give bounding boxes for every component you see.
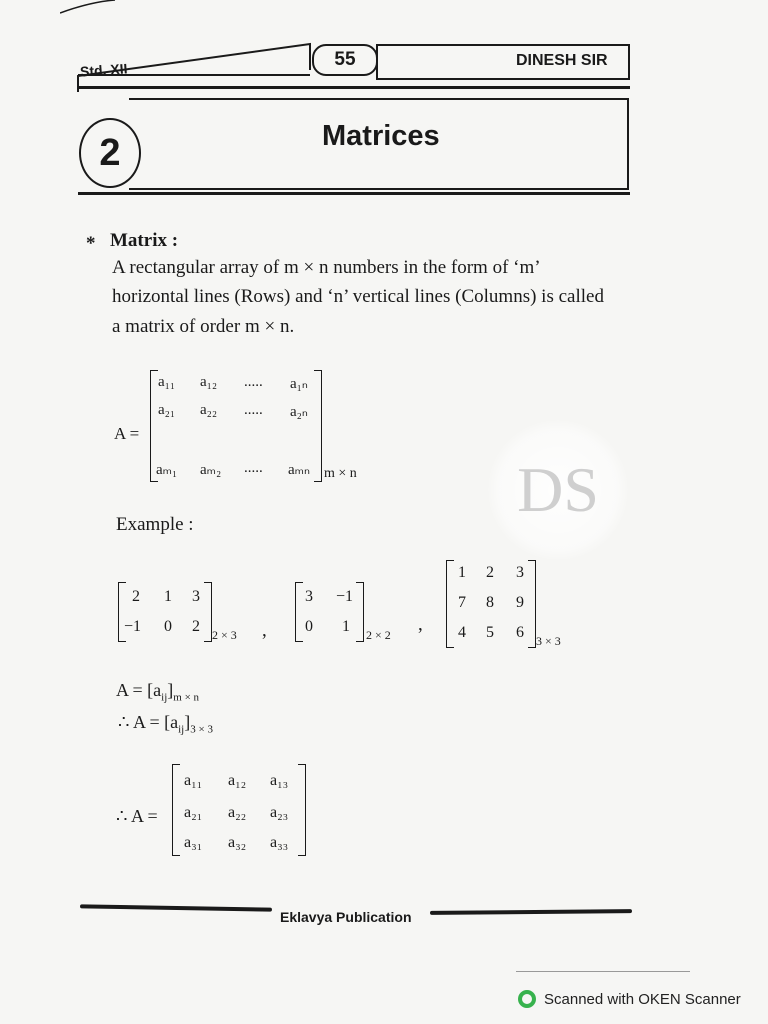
m2-left-bracket [295,582,303,642]
exp-cell: a₂₁ [184,804,203,821]
m1-right-bracket [204,582,212,642]
expanded-left-bracket [172,764,180,856]
exp-cell: a₁₁ [184,772,203,789]
example-label: Example : [116,514,194,535]
general-matrix-order: m × n [324,466,357,481]
bullet-icon: * [86,233,96,254]
exp-cell: a₂₂ [228,804,247,821]
exp-cell: a₃₁ [184,834,203,851]
cell-am1: aₘ₁ [156,462,178,478]
cell-amn: aₘₙ [288,462,310,478]
m3-left-bracket [446,560,454,648]
cell-dots-2: ..... [244,402,263,418]
footer-rule-left [80,904,272,911]
expanded-matrix-lhs: ∴ A = [116,806,158,826]
m2-order: 2 × 2 [366,628,391,642]
m3-cell: 2 [486,564,494,581]
footer-rule-right [430,909,632,915]
chapter-rule [78,192,630,195]
m1-cell: 2 [192,618,200,635]
author-label: DINESH SIR [516,52,608,69]
std-label: Std. XII [79,60,128,80]
notation-2-main: ∴ A = [a [118,712,179,732]
general-matrix-lhs: A = [114,424,140,443]
separator-2: , [418,614,423,635]
footer-publisher: Eklavya Publication [280,909,412,925]
m1-cell: 2 [132,588,140,605]
page-number: 55 [312,44,378,76]
cell-am2: aₘ₂ [200,462,222,478]
scanner-label: Scanned with OKEN Scanner [544,991,741,1008]
cell-a11: a₁₁ [158,374,176,390]
notation-line-2 [118,712,213,736]
header-rule [78,86,630,89]
m3-cell: 4 [458,624,466,641]
scan-artifact-curve [60,0,120,14]
section-heading: Matrix : [110,230,179,251]
cell-a21: a₂₁ [158,402,176,418]
exp-cell: a₃₃ [270,834,289,851]
cell-a1n: a₁ₙ [290,376,308,392]
m2-right-bracket [356,582,364,642]
definition-line-3: a matrix of order m × n. [112,316,295,337]
cell-a12: a₁₂ [200,374,218,390]
ds-watermark-logo: DS [488,420,628,560]
chapter-number-badge: 2 [79,118,141,188]
m1-cell: 1 [164,588,172,605]
m1-order: 2 × 3 [212,628,237,642]
definition-line-2: horizontal lines (Rows) and ‘n’ vertical lines (Columns) is called [112,286,604,307]
m3-cell: 7 [458,594,466,611]
notation-1-main: A = [a [116,680,162,700]
m2-cell: 1 [342,618,350,635]
m3-cell: 8 [486,594,494,611]
m2-cell: 0 [305,618,313,635]
scanner-divider [516,971,690,972]
m2-cell: −1 [336,588,354,605]
expanded-right-bracket [298,764,306,856]
exp-cell: a₁₃ [270,772,289,789]
notation-1-end: ] [167,680,174,700]
m3-cell: 5 [486,624,494,641]
m3-cell: 1 [458,564,466,581]
notation-line-1 [116,680,199,704]
m3-order: 3 × 3 [536,634,561,648]
cell-a2n: a₂ₙ [290,404,308,420]
chapter-title: Matrices [322,120,440,152]
exp-cell: a₂₃ [270,804,289,821]
m1-cell: 3 [192,588,200,605]
m1-cell: −1 [124,618,142,635]
notation-2-sub: ij [178,723,185,736]
oken-scanner-icon [518,990,536,1008]
m3-right-bracket [528,560,536,648]
general-matrix-right-bracket [314,370,322,482]
separator-1: , [262,620,267,641]
exp-cell: a₃₂ [228,834,247,851]
m3-cell: 6 [516,624,524,641]
cell-a22: a₂₂ [200,402,218,418]
m3-cell: 3 [516,564,524,581]
cell-dots-3: ..... [244,460,263,476]
notation-1-order: m × n [173,691,200,704]
m3-cell: 9 [516,594,524,611]
m2-cell: 3 [305,588,313,605]
m1-cell: 0 [164,618,172,635]
notation-2-end: ] [184,712,191,732]
exp-cell: a₁₂ [228,772,247,789]
notation-2-order: 3 × 3 [190,723,213,736]
cell-dots-1: ..... [244,374,263,390]
notation-1-sub: ij [161,691,168,704]
definition-line-1: A rectangular array of m × n numbers in the form of ‘m’ [112,257,541,278]
